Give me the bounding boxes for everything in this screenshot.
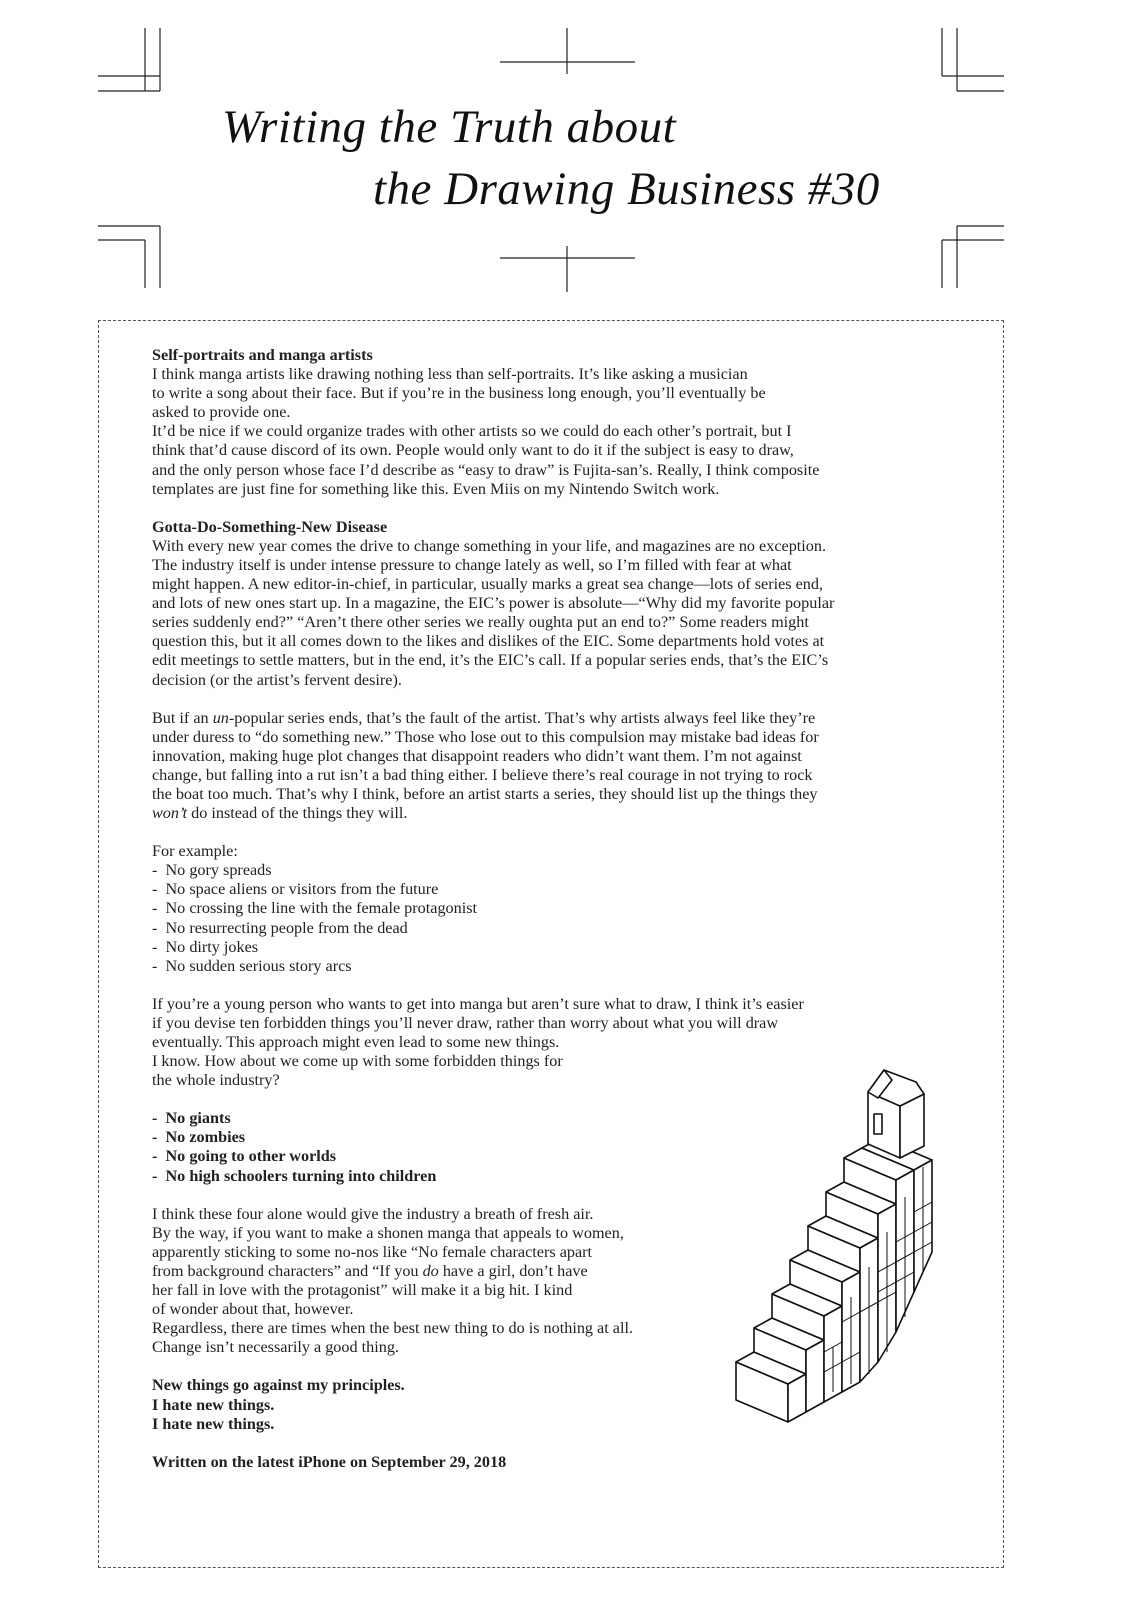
closing-line: New things go against my principles. xyxy=(152,1376,405,1395)
closing-line: I hate new things. xyxy=(152,1414,275,1433)
example-intro: For example: xyxy=(152,842,238,861)
staircase-house-illustration xyxy=(728,1062,958,1424)
text-line: By the way, if you want to make a shonen manga that appeals to women, xyxy=(152,1223,624,1242)
text-line: and lots of new ones start up. In a magazine, the EIC’s power is absolute—“Why did my favorite popular xyxy=(152,594,835,613)
text-line: Regardless, there are times when the best new thing to do is nothing at all. xyxy=(152,1319,634,1338)
forbidden-item: - No high schoolers turning into children xyxy=(152,1166,437,1185)
text-line: apparently sticking to some no-nos like “No female characters apart xyxy=(152,1242,593,1261)
text-line: eventually. This approach might even lead to some new things. xyxy=(152,1033,560,1051)
text-line: the whole industry? xyxy=(152,1071,280,1090)
forbidden-item: - No giants xyxy=(152,1109,231,1128)
text-line: if you devise ten forbidden things you’ll never draw, rather than worry about what you will draw xyxy=(152,1013,779,1032)
text-line: think that’d cause discord of its own. People would only want to do it if the subject is easy to draw, xyxy=(152,441,794,460)
list-item: - No crossing the line with the female protagonist xyxy=(152,899,478,918)
closing-line: I hate new things. xyxy=(152,1395,275,1414)
list-item: - No gory spreads xyxy=(152,861,272,880)
text-line: change, but falling into a rut isn’t a bad thing either. I believe there’s real courage in not trying to rock xyxy=(152,765,813,784)
text-line: innovation, making huge plot changes that disappoint readers who didn’t want them. I’m not against xyxy=(152,746,802,765)
list-item: - No resurrecting people from the dead xyxy=(152,918,408,937)
forbidden-item: - No going to other worlds xyxy=(152,1147,337,1166)
text-line: The industry itself is under intense pressure to change lately as well, so I’m filled with fear at what xyxy=(152,555,792,574)
text-line: asked to provide one. xyxy=(152,403,291,422)
text-line: With every new year comes the drive to change something in your life, and magazines are no exception. xyxy=(152,536,827,555)
text-line: the boat too much. That’s why I think, before an artist starts a series, they should list up the things they xyxy=(152,784,818,803)
text-line: Change isn’t necessarily a good thing. xyxy=(152,1338,399,1357)
text-line: her fall in love with the protagonist” will make it a big hit. I kind xyxy=(152,1281,573,1300)
title-line-2: the Drawing Business #30 xyxy=(373,163,880,215)
text-line: might happen. A new editor-in-chief, in particular, usually marks a great sea change—lots of series end, xyxy=(152,575,824,594)
section-heading-new-disease: Gotta-Do-Something-New Disease xyxy=(152,517,388,536)
text-line: I think manga artists like drawing nothing less than self-portraits. It’s like asking a musician xyxy=(152,365,748,384)
text-line: of wonder about that, however. xyxy=(152,1300,354,1319)
forbidden-item: - No zombies xyxy=(152,1128,246,1147)
text-line: question this, but it all comes down to the likes and dislikes of the EIC. Some departments hold votes at xyxy=(152,632,825,651)
text-line: I think these four alone would give the industry a breath of fresh air. xyxy=(152,1204,594,1223)
section-heading-self-portraits: Self-portraits and manga artists xyxy=(152,346,373,364)
text-line: to write a song about their face. But if you’re in the business long enough, you’ll eventually be xyxy=(152,384,766,403)
text-line: It’d be nice if we could organize trades with other artists so we could do each other’s portrait, but I xyxy=(152,422,792,441)
text-line: If you’re a young person who wants to get into manga but aren’t sure what to draw, I think it’s easier xyxy=(152,994,804,1013)
text-line: templates are just fine for something like this. Even Miis on my Nintendo Switch work. xyxy=(152,479,720,498)
text-line: from background characters” and “If you do have a girl, don’t have xyxy=(152,1261,588,1280)
signature: Written on the latest iPhone on September 29, 2018 xyxy=(152,1452,507,1471)
text-line: But if an un-popular series ends, that’s the fault of the artist. That’s why artists always feel like they’re xyxy=(152,708,816,727)
list-item: - No space aliens or visitors from the future xyxy=(152,880,439,899)
title-line-1: Writing the Truth about xyxy=(222,101,677,153)
list-item: - No sudden serious story arcs xyxy=(152,956,352,975)
text-line: series suddenly end?” “Aren’t there other series we really oughta put an end to?” Some readers might xyxy=(152,613,809,632)
text-line: edit meetings to settle matters, but in the end, it’s the EIC’s call. If a popular series ends, that’s the EIC’s xyxy=(152,651,829,670)
list-item: - No dirty jokes xyxy=(152,937,259,956)
text-line: I know. How about we come up with some forbidden things for xyxy=(152,1052,563,1071)
text-line: won’t do instead of the things they will. xyxy=(152,804,408,823)
text-line: and the only person whose face I’d describe as “easy to draw” is Fujita-san’s. Really, I think composite xyxy=(152,460,820,479)
text-line: under duress to “do something new.” Those who lose out to this compulsion may mistake bad ideas for xyxy=(152,727,819,746)
crop-marks xyxy=(0,0,1124,320)
text-line: decision (or the artist’s fervent desire). xyxy=(152,670,402,689)
